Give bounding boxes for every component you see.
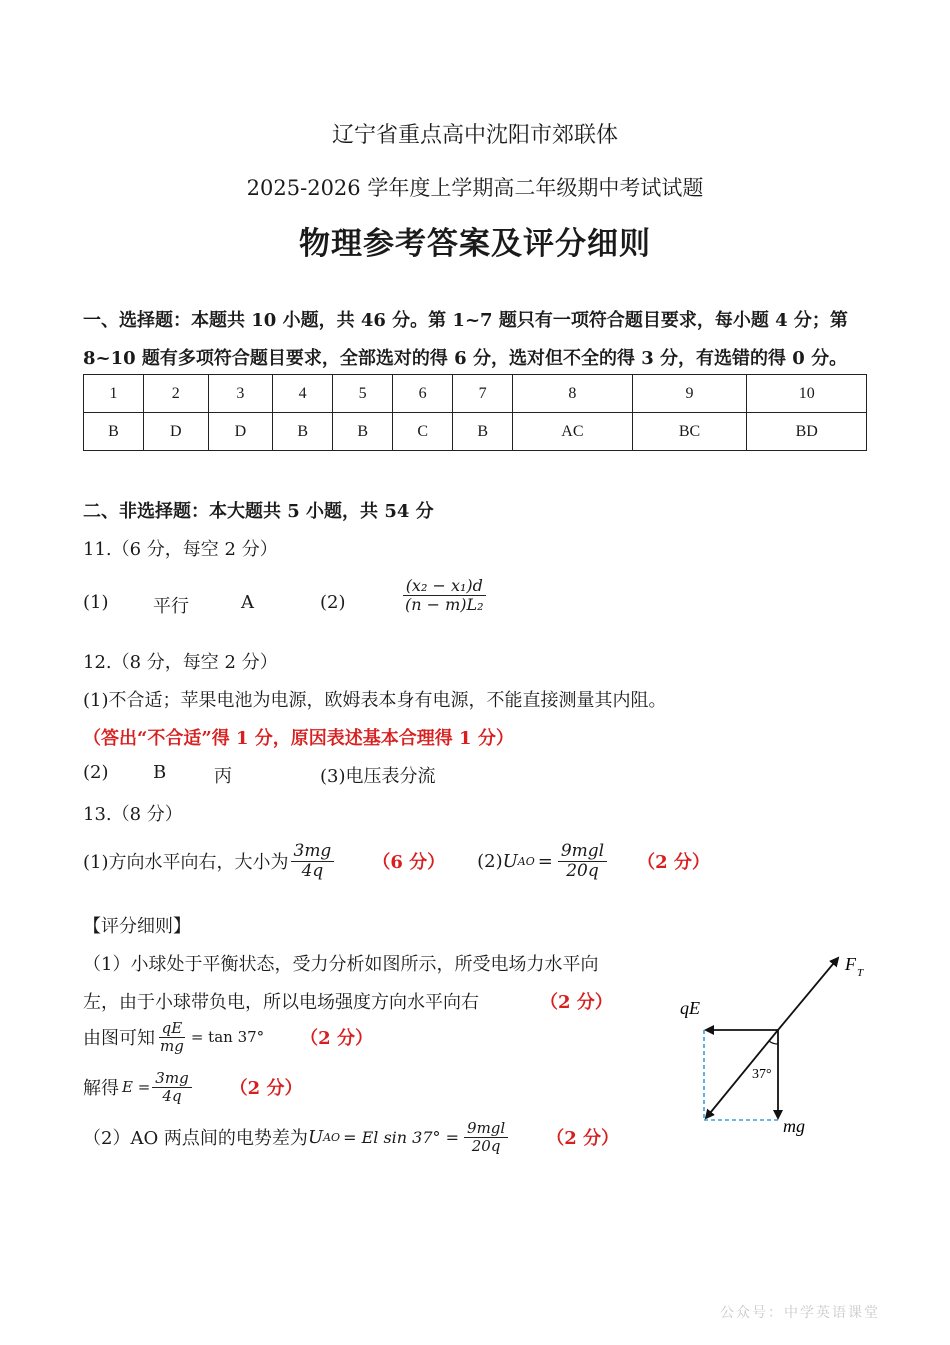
- q13-answer2-subscript: AO: [517, 854, 535, 868]
- rubric-line5-symbol: U: [307, 1126, 324, 1148]
- fraction-numerator: 3mg: [291, 842, 335, 862]
- exam-year-title: 2025-2026 学年度上学期高二年级期中考试试题: [246, 176, 704, 200]
- label-ft: F: [845, 954, 856, 974]
- section2-intro: 二、非选择题：本大题共 5 小题，共 54 分: [83, 501, 434, 522]
- table-cell: 7: [453, 375, 513, 413]
- fraction-denominator: 20q: [471, 1136, 501, 1155]
- q11-head: 11.（6 分，每空 2 分）: [83, 539, 278, 560]
- q12-part2-answer2: 丙: [214, 766, 232, 787]
- q12-part1: (1)不合适；苹果电池为电源，欧姆表本身有电源，不能直接测量其内阻。: [83, 690, 667, 711]
- rubric-line5-score: （2 分）: [546, 1128, 619, 1149]
- rubric-line5: [83, 1120, 619, 1154]
- table-cell: 4: [273, 375, 333, 413]
- answer-table: [83, 374, 867, 451]
- table-cell: B: [333, 413, 393, 451]
- table-cell: D: [208, 413, 273, 451]
- table-cell: 8: [513, 375, 632, 413]
- table-row-answers: [84, 413, 867, 451]
- label-ft-subscript: T: [857, 967, 864, 979]
- section1-intro-line2: 8~10 题有多项符合题目要求，全部选对的得 6 分，选对但不全的得 3 分，有选错的得 0 分。: [83, 348, 848, 369]
- q11-part2-fraction: [400, 577, 489, 613]
- watermark: 公众号：中学英语课堂: [720, 1305, 880, 1321]
- rubric-line4-lhs: E =: [122, 1078, 151, 1096]
- rubric-line3-rhs: = tan 37°: [190, 1028, 265, 1046]
- q11-part2-label: (2): [320, 592, 346, 613]
- page-title: 物理参考答案及评分细则: [299, 226, 651, 262]
- angle-arc: [769, 1041, 778, 1044]
- q13-answer2-equals: =: [537, 850, 553, 872]
- table-cell: BD: [747, 413, 867, 451]
- q11-part1-label: (1): [83, 592, 109, 613]
- rubric-heading: 【评分细则】: [83, 916, 191, 937]
- q12-part3: (3)电压表分流: [320, 766, 436, 787]
- rubric-line5-text: （2）AO 两点间的电势差为: [83, 1128, 308, 1149]
- q13-answer-line: [83, 842, 710, 880]
- q13-answer2-score: （2 分）: [637, 852, 710, 874]
- rubric-line5-middle: = El sin 37° =: [343, 1127, 460, 1147]
- table-cell: 3: [208, 375, 273, 413]
- fraction-numerator: 3mg: [152, 1070, 191, 1088]
- table-cell: 1: [84, 375, 144, 413]
- q13-answer1-score: （6 分）: [372, 852, 446, 874]
- table-cell: B: [273, 413, 333, 451]
- rubric-line4-text: 解得: [83, 1078, 119, 1099]
- table-cell: 6: [393, 375, 453, 413]
- table-cell: 2: [144, 375, 209, 413]
- q13-answer1-text: (1)方向水平向右，大小为: [83, 852, 289, 874]
- table-cell: C: [393, 413, 453, 451]
- fraction-numerator: 9mgl: [558, 842, 607, 862]
- table-cell: D: [144, 413, 209, 451]
- label-angle: 37°: [752, 1067, 772, 1082]
- table-cell: B: [84, 413, 144, 451]
- q12-scoring-note: （答出“不合适”得 1 分，原因表述基本合理得 1 分）: [83, 728, 514, 749]
- fraction-denominator: mg: [160, 1036, 184, 1055]
- fraction-numerator: 9mgl: [464, 1120, 508, 1138]
- tension-arrow: [778, 958, 838, 1030]
- table-cell: B: [453, 413, 513, 451]
- table-cell: 10: [747, 375, 867, 413]
- q11-part1-answer2: A: [241, 592, 254, 613]
- q12-part2-answer1: B: [153, 762, 167, 783]
- q12-part2-label: (2): [83, 762, 109, 783]
- rubric-line4: [83, 1070, 302, 1104]
- table-cell: AC: [513, 413, 632, 451]
- fraction-denominator: 4q: [162, 1086, 182, 1105]
- fraction-numerator: (x₂ − x₁)d: [403, 577, 486, 596]
- label-mg: mg: [783, 1116, 805, 1136]
- rubric-line3-score: （2 分）: [300, 1028, 373, 1049]
- q12-head: 12.（8 分，每空 2 分）: [83, 652, 278, 673]
- label-qe: qE: [680, 998, 700, 1018]
- table-cell: BC: [632, 413, 747, 451]
- rubric-line2-score: （2 分）: [540, 992, 613, 1013]
- table-row-numbers: [84, 375, 867, 413]
- table-cell: 9: [632, 375, 747, 413]
- exam-region-title: 辽宁省重点高中沈阳市郊联体: [331, 123, 618, 148]
- table-cell: 5: [333, 375, 393, 413]
- rubric-line1: （1）小球处于平衡状态，受力分析如图所示，所受电场力水平向: [83, 954, 599, 975]
- fraction-denominator: 4q: [301, 860, 324, 881]
- rubric-line3: [83, 1020, 373, 1054]
- fraction-numerator: qE: [159, 1020, 186, 1038]
- q11-part1-answer1: 平行: [153, 596, 189, 617]
- section1-intro-line1: 一、选择题：本题共 10 小题，共 46 分。第 1~7 题只有一项符合题目要求，每小题 4 分；第: [83, 310, 848, 331]
- rubric-line4-score: （2 分）: [229, 1078, 303, 1099]
- fraction-denominator: 20q: [566, 860, 599, 881]
- q13-answer2-label: (2): [477, 850, 503, 872]
- rubric-line5-subscript: AO: [323, 1130, 341, 1144]
- rubric-line2: 左，由于小球带负电，所以电场强度方向水平向右: [83, 992, 479, 1013]
- force-diagram: [660, 940, 880, 1150]
- fraction-denominator: (n − m)L₂: [405, 594, 484, 614]
- q13-head: 13.（8 分）: [83, 804, 183, 825]
- rubric-line3-text: 由图可知: [83, 1028, 155, 1049]
- q13-answer2-symbol: U: [502, 850, 518, 872]
